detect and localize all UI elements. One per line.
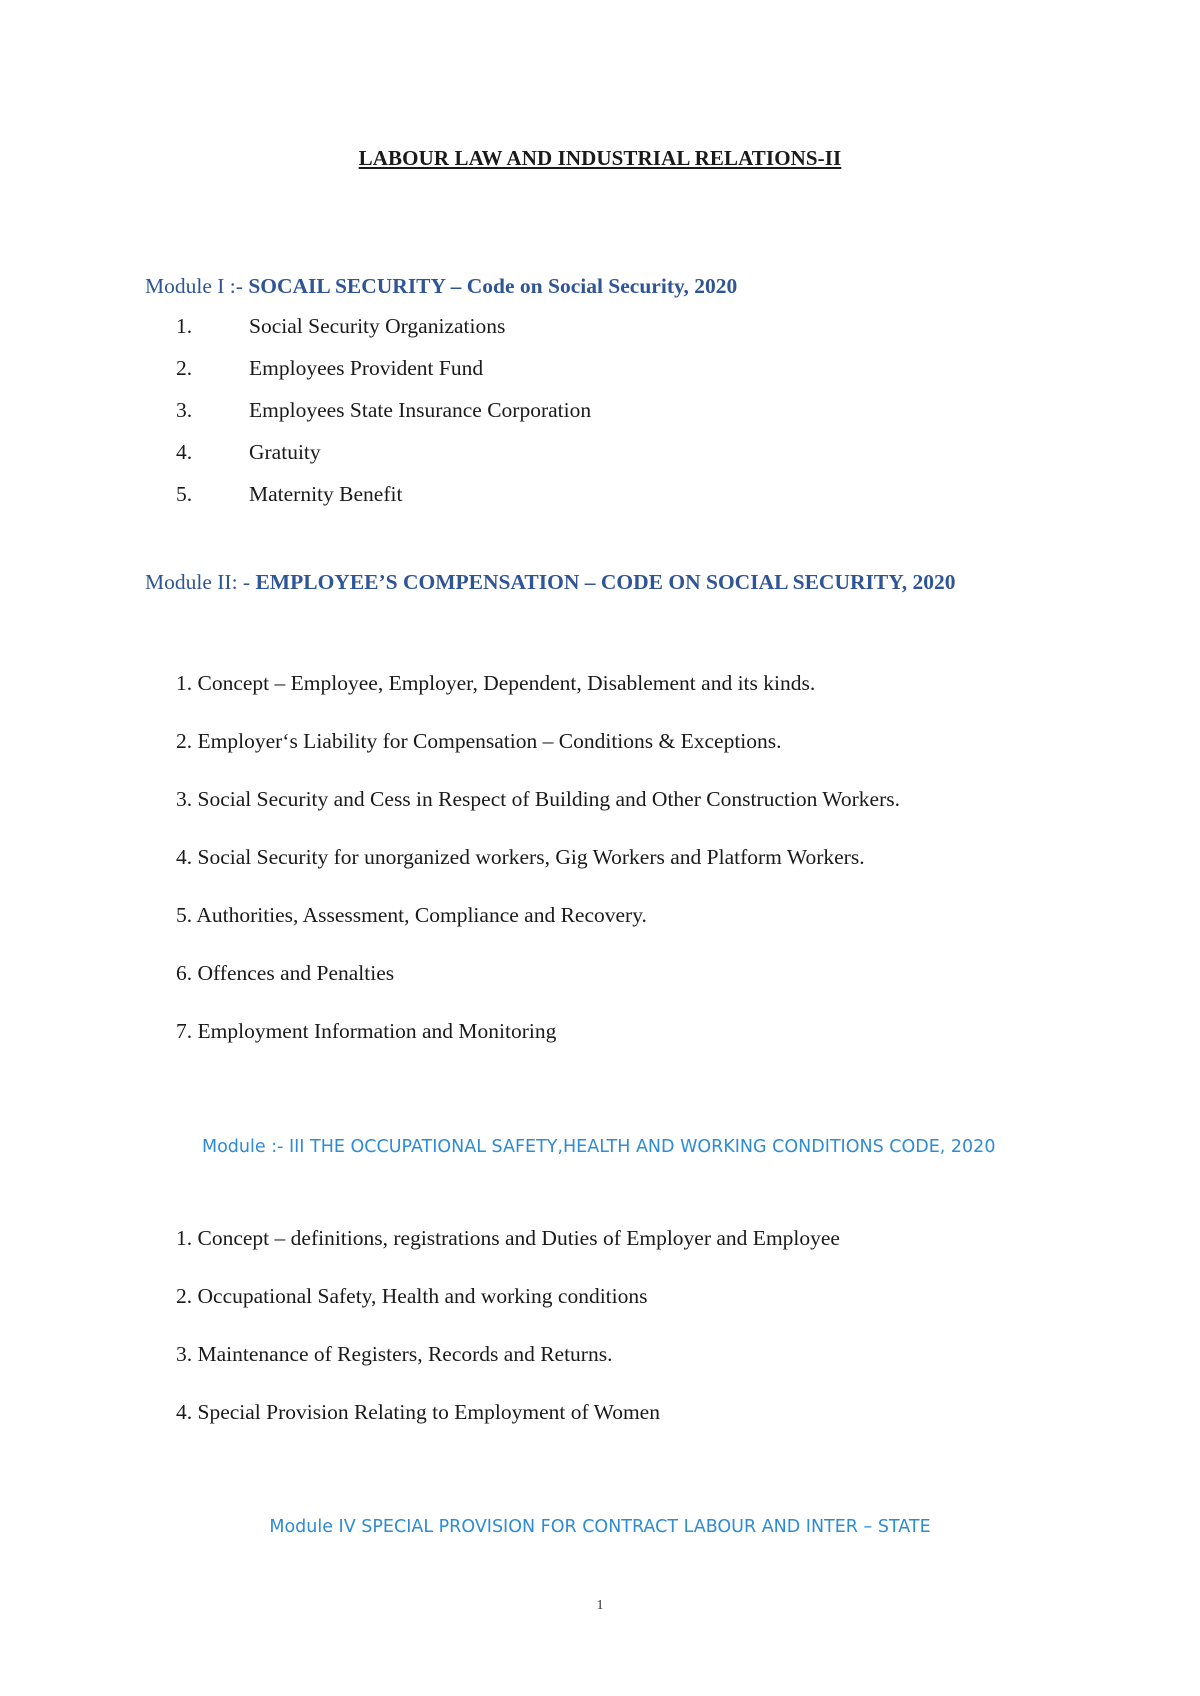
list-item-text: Maternity Benefit: [249, 482, 403, 506]
module-1-label: Module I :-: [145, 274, 249, 298]
list-item-text: Social Security Organizations: [249, 314, 506, 338]
list-item: [176, 310, 591, 352]
module-3-topic-list: [176, 1222, 840, 1454]
module-1-topic-list: [176, 310, 591, 520]
list-item: 2. Occupational Safety, Health and working conditions: [176, 1284, 648, 1308]
list-item: [176, 352, 591, 394]
list-item-text: Gratuity: [249, 440, 321, 464]
module-2-topic-list: [176, 667, 900, 1073]
document-title: LABOUR LAW AND INDUSTRIAL RELATIONS-II: [358, 146, 842, 170]
list-item-text: Employees State Insurance Corporation: [249, 398, 592, 422]
list-item: 3. Maintenance of Registers, Records and Returns.: [176, 1342, 613, 1366]
list-item: [176, 478, 591, 520]
list-item-number: 5.: [176, 482, 193, 506]
list-item-number: 2.: [176, 356, 193, 380]
list-item: 4. Special Provision Relating to Employment of Women: [176, 1400, 660, 1424]
list-item-number: 4.: [176, 440, 193, 464]
list-item: 2. Employer‘s Liability for Compensation – Conditions & Exceptions.: [176, 729, 782, 753]
list-item-number: 3.: [176, 398, 193, 422]
list-item: [176, 394, 591, 436]
list-item-number: 1.: [176, 314, 193, 338]
list-item: 7. Employment Information and Monitoring: [176, 1019, 557, 1043]
module-3-heading: Module :- III THE OCCUPATIONAL SAFETY,HEALTH AND WORKING CONDITIONS CODE, 2020: [202, 1137, 996, 1157]
list-item: 3. Social Security and Cess in Respect of Building and Other Construction Workers.: [176, 787, 900, 811]
list-item-text: Employees Provident Fund: [249, 356, 484, 380]
module-4-heading: Module IV SPECIAL PROVISION FOR CONTRACT LABOUR AND INTER – STATE: [269, 1517, 931, 1537]
module-2-title: EMPLOYEE’S COMPENSATION – CODE ON SOCIAL SECURITY, 2020: [255, 570, 956, 594]
module-1-title: SOCAIL SECURITY – Code on Social Security, 2020: [248, 274, 738, 298]
list-item: 4. Social Security for unorganized workers, Gig Workers and Platform Workers.: [176, 845, 865, 869]
list-item: 1. Concept – definitions, registrations and Duties of Employer and Employee: [176, 1226, 840, 1250]
list-item: [176, 436, 591, 478]
list-item: 6. Offences and Penalties: [176, 961, 395, 985]
list-item: 5. Authorities, Assessment, Compliance and Recovery.: [176, 903, 647, 927]
module-2-heading: [145, 562, 1045, 602]
page-number: 1: [596, 1598, 604, 1613]
module-2-label: Module II: -: [145, 570, 256, 594]
module-1-heading: [145, 266, 737, 306]
list-item: 1. Concept – Employee, Employer, Dependent, Disablement and its kinds.: [176, 671, 816, 695]
